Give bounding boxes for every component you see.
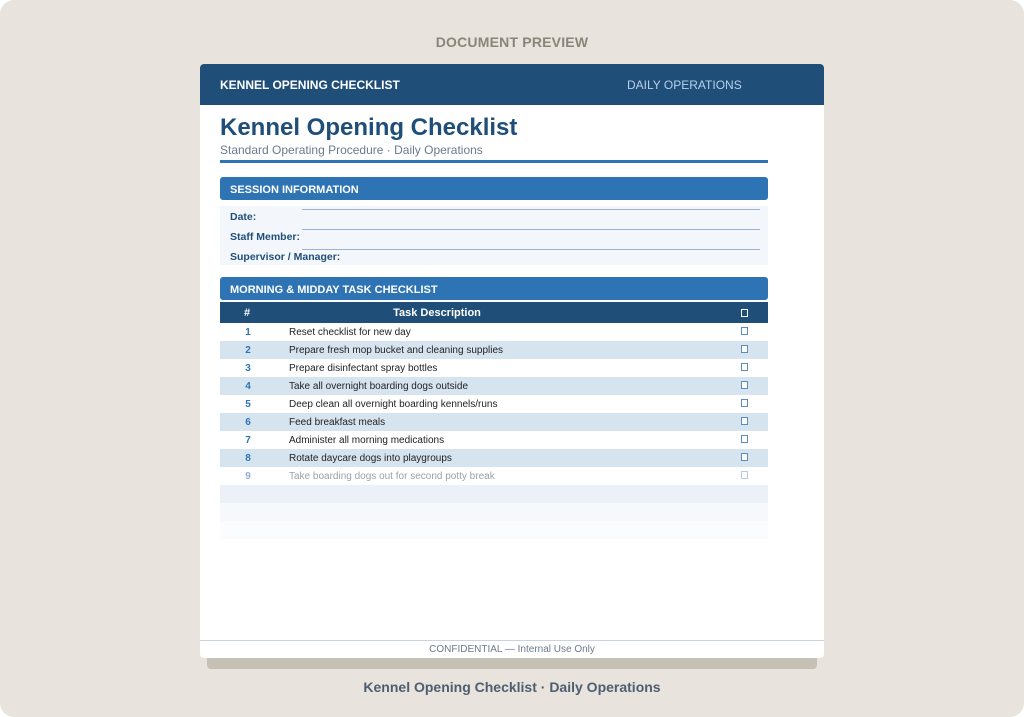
task-description: Feed breakfast meals <box>289 417 386 428</box>
table-row <box>220 413 768 431</box>
document-footer: CONFIDENTIAL — Internal Use Only <box>429 644 595 655</box>
table-row <box>220 323 768 341</box>
field-label: Staff Member: <box>230 231 301 243</box>
task-number: 8 <box>245 453 251 464</box>
empty-row <box>220 485 768 503</box>
document-header-bar <box>200 64 824 105</box>
table-row <box>220 359 768 377</box>
preview-caption: Kennel Opening Checklist · Daily Operations <box>363 679 661 695</box>
checkbox-icon[interactable] <box>741 435 748 443</box>
session-field-supervisor[interactable] <box>220 246 768 266</box>
document-page <box>200 64 824 658</box>
fill-in-line[interactable] <box>302 229 760 230</box>
task-description: Reset checklist for new day <box>289 327 411 338</box>
checkbox-icon[interactable] <box>741 399 748 407</box>
section-session-heading: SESSION INFORMATION <box>220 177 768 200</box>
task-description: Take boarding dogs out for second potty break <box>289 471 495 482</box>
checkbox-icon[interactable] <box>741 471 748 479</box>
checkbox-icon[interactable] <box>741 345 748 353</box>
empty-row <box>220 521 768 539</box>
checkbox-icon <box>741 309 748 317</box>
task-number: 4 <box>245 381 251 392</box>
footer-divider <box>200 640 824 641</box>
fill-in-line[interactable] <box>302 209 760 210</box>
checkbox-icon[interactable] <box>741 363 748 371</box>
section-tasks-heading: MORNING & MIDDAY TASK CHECKLIST <box>220 277 768 300</box>
column-description-header: Task Description <box>393 307 481 319</box>
task-table-body <box>220 323 768 539</box>
task-number: 2 <box>245 345 251 356</box>
task-number: 5 <box>245 399 251 410</box>
session-field-staff[interactable] <box>220 226 768 246</box>
task-table-header <box>220 302 768 323</box>
table-row <box>220 467 768 485</box>
task-number: 7 <box>245 435 251 446</box>
session-field-date[interactable] <box>220 206 768 226</box>
field-label: Supervisor / Manager: <box>230 251 341 263</box>
table-row <box>220 377 768 395</box>
task-description: Rotate daycare dogs into playgroups <box>289 453 452 464</box>
fill-in-line[interactable] <box>302 249 760 250</box>
preview-label: DOCUMENT PREVIEW <box>435 34 589 50</box>
task-number: 6 <box>245 417 251 428</box>
task-number: 9 <box>245 471 251 482</box>
checkbox-icon[interactable] <box>741 327 748 335</box>
column-number-header: # <box>244 307 251 319</box>
task-description: Administer all morning medications <box>289 435 445 446</box>
task-number: 1 <box>245 327 251 338</box>
task-description: Deep clean all overnight boarding kennels/runs <box>289 399 498 410</box>
table-row <box>220 395 768 413</box>
task-description: Prepare disinfectant spray bottles <box>289 363 438 374</box>
empty-row <box>220 503 768 521</box>
checkbox-icon[interactable] <box>741 417 748 425</box>
header-category: DAILY OPERATIONS <box>627 78 742 92</box>
table-row <box>220 431 768 449</box>
title-divider <box>220 160 768 163</box>
table-row <box>220 449 768 467</box>
task-description: Take all overnight boarding dogs outside <box>289 381 469 392</box>
document-title: Kennel Opening Checklist <box>220 114 518 141</box>
header-title: KENNEL OPENING CHECKLIST <box>220 78 400 92</box>
checkbox-icon[interactable] <box>741 453 748 461</box>
field-label: Date: <box>230 211 257 223</box>
document-subtitle: Standard Operating Procedure · Daily Operations <box>220 143 483 157</box>
session-info-block <box>220 206 768 265</box>
task-description: Prepare fresh mop bucket and cleaning supplies <box>289 345 504 356</box>
task-number: 3 <box>245 363 251 374</box>
checkbox-icon[interactable] <box>741 381 748 389</box>
table-row <box>220 341 768 359</box>
